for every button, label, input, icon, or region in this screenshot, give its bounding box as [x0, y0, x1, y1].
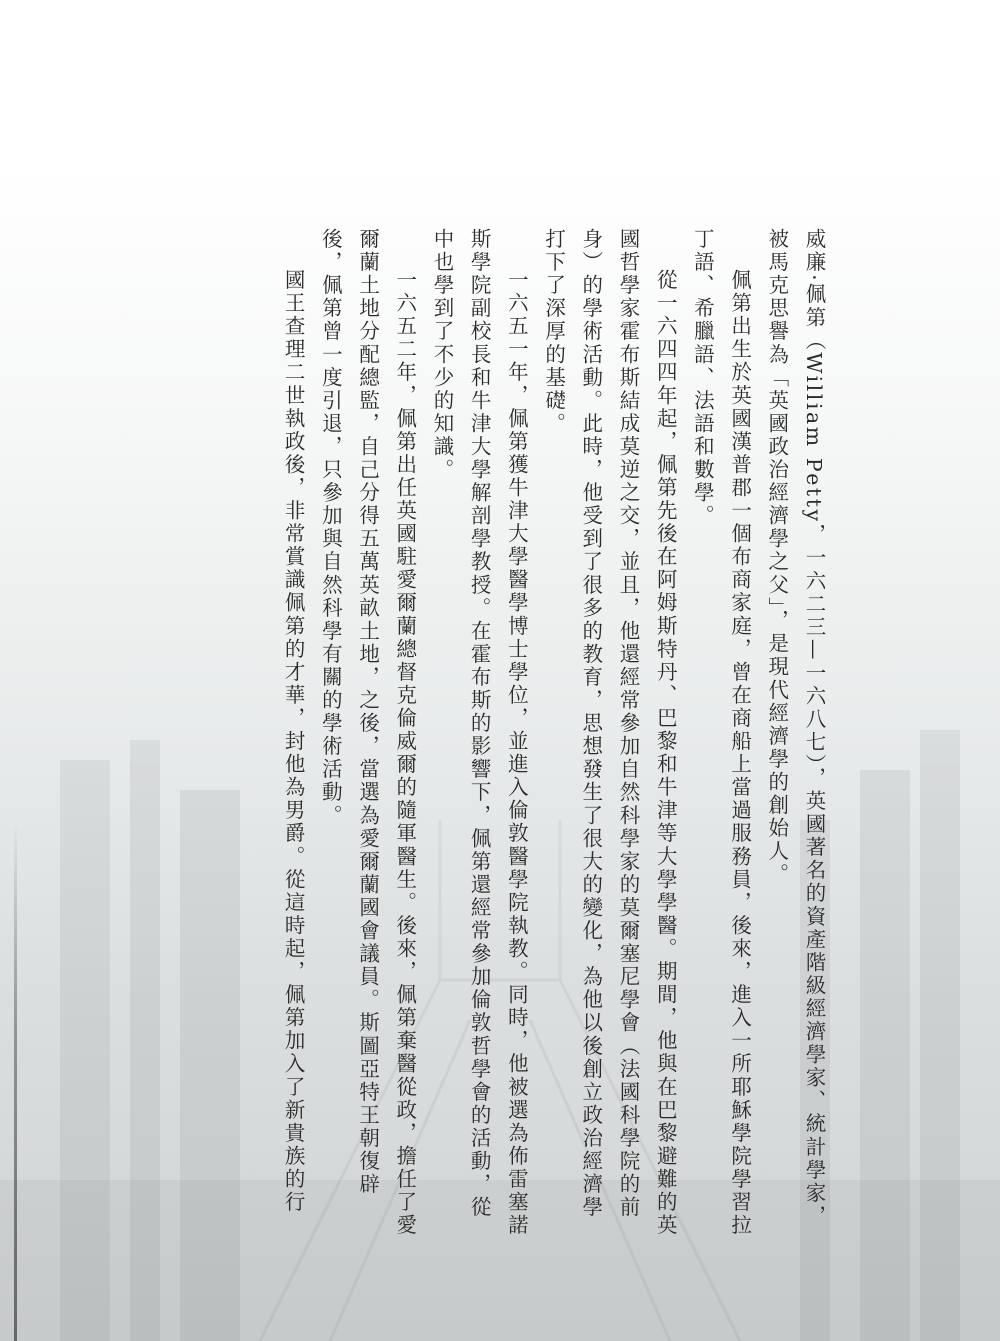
- paragraph-5: 一六五二年，佩第出任英國駐愛爾蘭總督克倫威爾的隨軍醫生。後來，佩第棄醫從政，擔任了愛爾蘭土地分配總監，自己分得五萬英畝土地，之後，當選為愛爾蘭國會議員。斯圖亞特王朝復辟後，佩第曾一度引退，只參加與自然科學有關的學術活動。: [318, 228, 417, 1238]
- paragraph-3: 從一六四四年起，佩第先後在阿姆斯特丹、巴黎和牛津等大學學醫。期間，他與在巴黎避難的英國哲學家霍布斯結成莫逆之交，並且，他還經常參加自然科學家的莫爾塞尼學會（法國科學院的前身）的學術活動。此時，他受到了很多的教育，思想發生了很大的變化，為他以後創立政治經濟學打下了深厚的基礎。: [541, 228, 678, 1238]
- paragraph-4: 一六五一年，佩第獲牛津大學醫學博士學位，並進入倫敦醫學院執教。同時，他被選為佈雷塞諾斯學院副校長和牛津大學解剖學教授。在霍布斯的影響下，佩第還經常參加倫敦哲學會的活動，從中也學到了不少的知識。: [429, 228, 529, 1238]
- vertical-text-body: [274, 228, 832, 1238]
- paragraph-2: 佩第出生於英國漢普郡一個布商家庭，曾在商船上當過服務員，後來，進入一所耶穌學院學習拉丁語、希臘語、法語和數學。: [690, 228, 752, 1238]
- page-spine-shadow: [14, 820, 17, 1341]
- paragraph-1: 威廉‧佩第（William Petty，一六二三—一六八七），英國著名的資產階級經濟學家、統計學家，被馬克思譽為「英國政治經濟學之父」，是現代經濟學的創始人。: [764, 228, 826, 1228]
- paragraph-6: 國王查理二世執政後，非常賞識佩第的才華，封他為男爵。從這時起，佩第加入了新貴族的行: [281, 269, 306, 1215]
